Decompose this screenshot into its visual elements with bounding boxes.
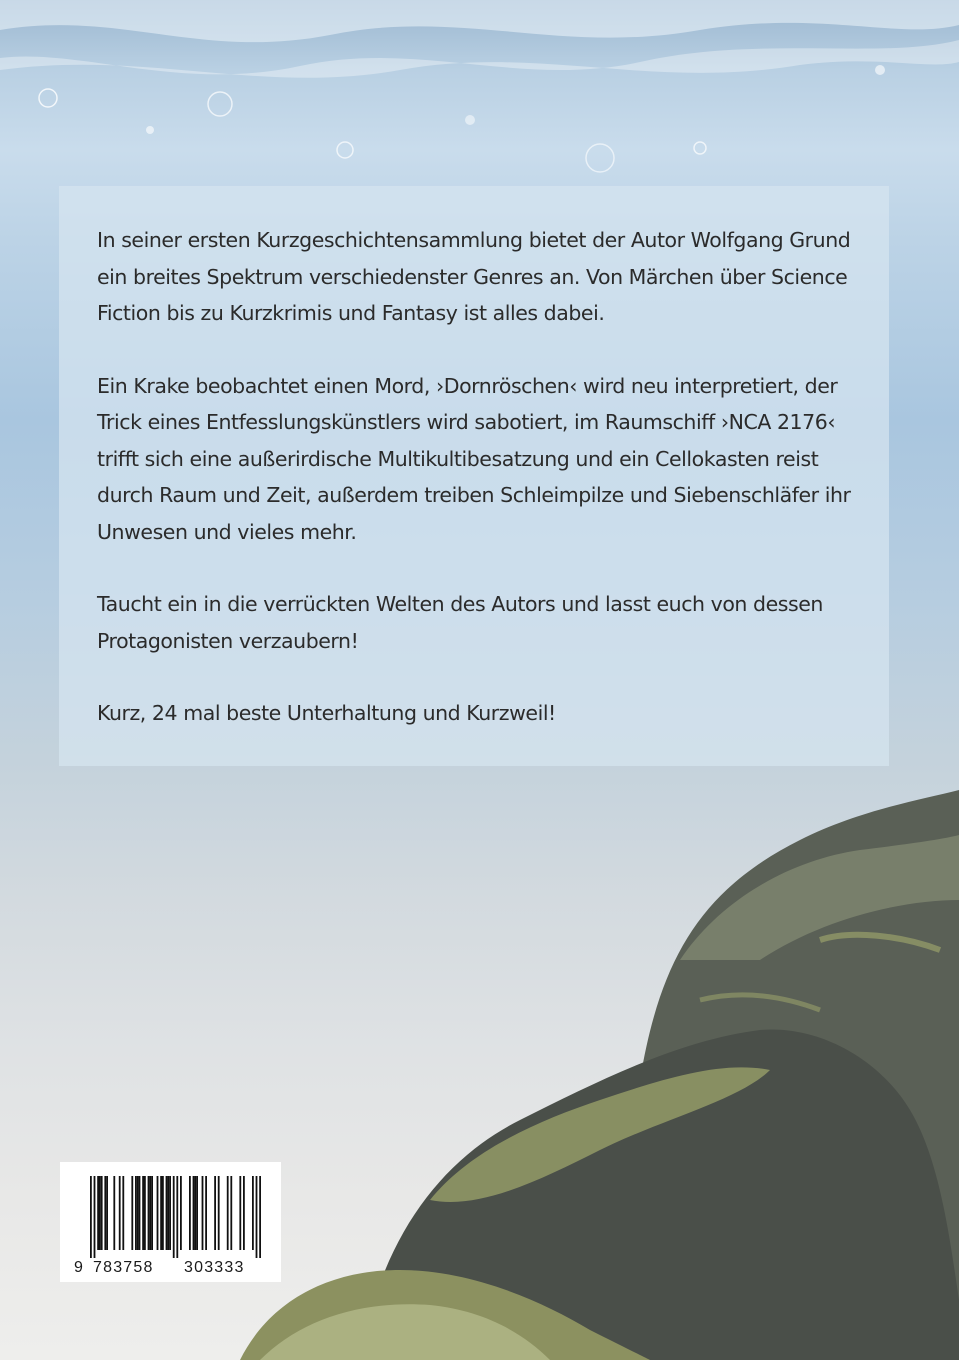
- barcode-bar: [173, 1176, 175, 1258]
- barcode-bar: [227, 1176, 229, 1250]
- barcode-bar: [97, 1176, 99, 1250]
- barcode-bar: [239, 1176, 241, 1250]
- barcode-bar: [119, 1176, 121, 1250]
- barcode-bar: [256, 1176, 258, 1258]
- barcode-bar: [169, 1176, 171, 1250]
- barcode-bar: [139, 1176, 141, 1250]
- barcode-bar: [101, 1176, 103, 1250]
- barcode-bar: [214, 1176, 216, 1250]
- barcode-bar: [196, 1176, 198, 1250]
- isbn-barcode: [60, 1162, 281, 1282]
- barcode-bar: [149, 1176, 151, 1250]
- blurb-paragraph-stories: Ein Krake beobachtet einen Mord, ›Dornröschen‹ wird neu interpretiert, der Trick eines Entfesslungskünstlers wird sabotiert, im Raumschiff ›NCA 2176‹ trifft sich eine außerirdische Multikultibesatzung und ein Cellokasten reist durch Raum und Zeit, außerdem treiben Schleimpilze und Siebenschläfer ihr Unwesen und vieles mehr.: [97, 373, 851, 544]
- barcode-bar: [99, 1176, 101, 1250]
- barcode-bar: [142, 1176, 144, 1250]
- barcode-bar: [131, 1176, 133, 1250]
- barcode-bar: [166, 1176, 168, 1250]
- barcode-bar: [94, 1176, 96, 1258]
- blurb-paragraph-closing: Kurz, 24 mal beste Unterhaltung und Kurzweil!: [97, 701, 556, 725]
- barcode-bar: [151, 1176, 153, 1250]
- barcode-bar: [259, 1176, 261, 1258]
- barcode-bar: [157, 1176, 159, 1250]
- barcode-bar: [193, 1176, 195, 1250]
- barcode-bar: [135, 1176, 137, 1250]
- barcode-bar: [243, 1176, 245, 1250]
- barcode-graphic: [60, 1162, 281, 1282]
- barcode-bar: [194, 1176, 196, 1250]
- barcode-bar: [189, 1176, 191, 1250]
- blurb-paragraph-invitation: Taucht ein in die verrückten Welten des Autors und lasst euch von dessen Protagonisten verzaubern!: [97, 592, 823, 653]
- barcode-bar: [148, 1176, 150, 1250]
- barcode-bar: [144, 1176, 146, 1250]
- barcode-digit-prefix: 9: [74, 1259, 83, 1276]
- barcode-bar: [137, 1176, 139, 1250]
- barcode-bar: [90, 1176, 92, 1258]
- barcode-bar: [202, 1176, 204, 1250]
- barcode-bar: [160, 1176, 162, 1250]
- barcode-digits-left: 783758: [93, 1259, 154, 1276]
- barcode-bar: [104, 1176, 106, 1250]
- barcode-bar: [218, 1176, 220, 1250]
- barcode-bar: [180, 1176, 182, 1250]
- barcode-bar: [230, 1176, 232, 1250]
- blurb-paragraph-intro: In seiner ersten Kurzgeschichtensammlung bietet der Autor Wolfgang Grund ein breites Spektrum verschiedenster Genres an. Von Märchen über Science Fiction bis zu Kurzkrimis und Fantasy ist alles dabei.: [97, 228, 851, 325]
- barcode-bar: [205, 1176, 207, 1250]
- barcode-bar: [122, 1176, 124, 1250]
- barcode-bar: [167, 1176, 169, 1250]
- barcode-bar: [113, 1176, 115, 1250]
- barcode-bar: [162, 1176, 164, 1250]
- barcode-bar: [106, 1176, 108, 1250]
- barcode-bar: [176, 1176, 178, 1258]
- barcode-digits-right: 303333: [184, 1259, 245, 1276]
- barcode-bar: [252, 1176, 254, 1250]
- back-cover-blurb: [97, 222, 867, 732]
